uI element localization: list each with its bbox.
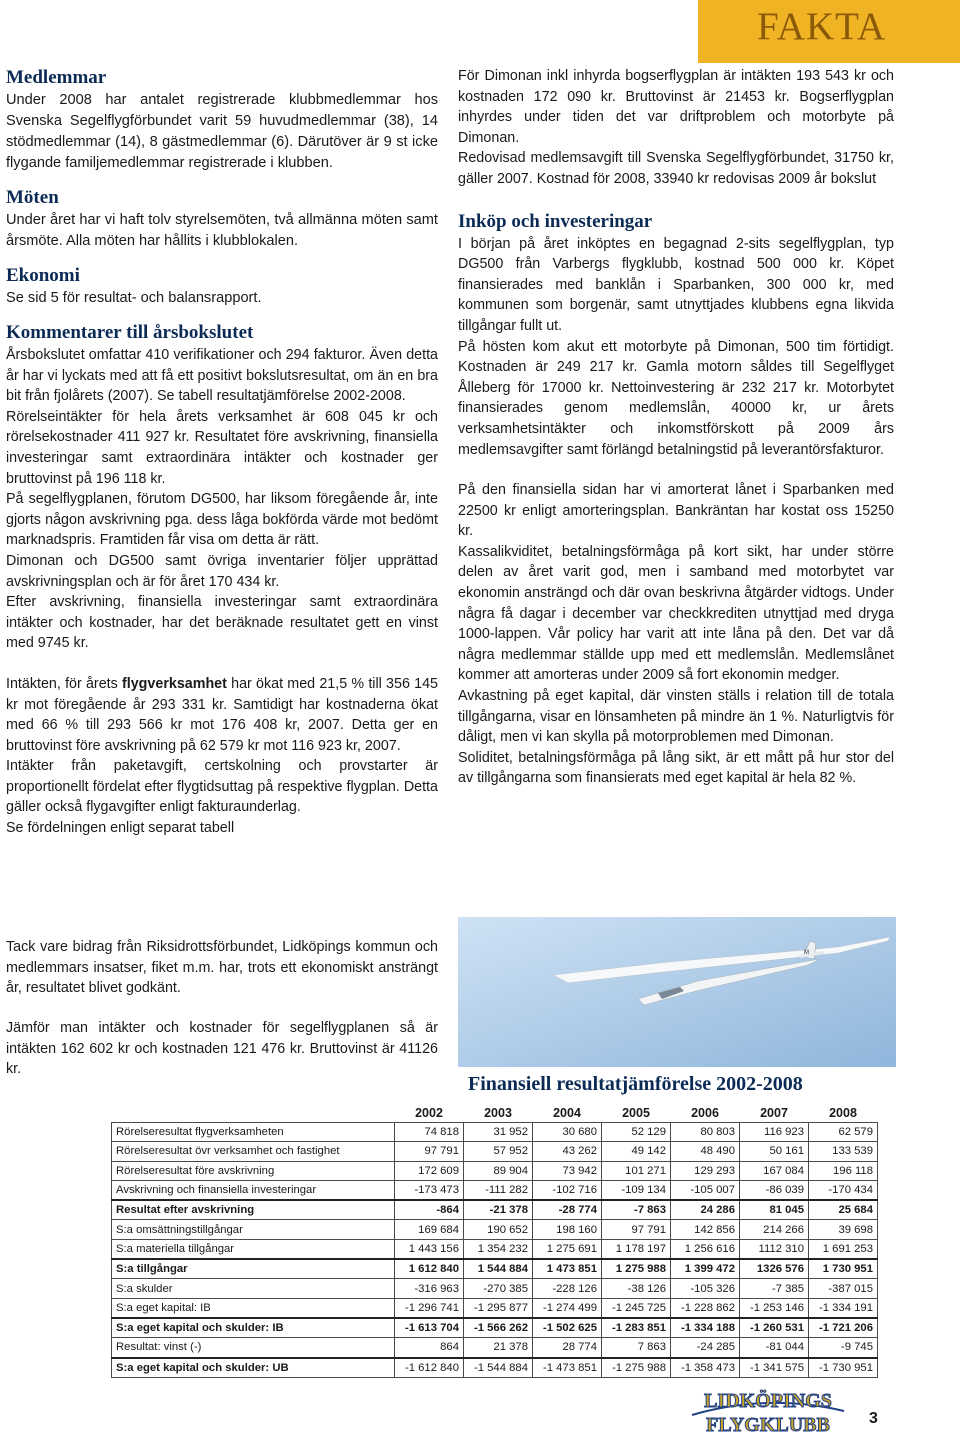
cell: 89 904 <box>464 1161 533 1180</box>
row-label: S:a tillgångar <box>112 1259 395 1279</box>
cell: 198 160 <box>533 1220 602 1239</box>
table-row <box>112 1338 878 1358</box>
inkop-p6: Soliditet, betalningsförmåga på lång sikt, är ett mått på hur stor del av tillgångarna som finansierats med eget kapital är hela 82 %. <box>458 749 894 787</box>
row-label: S:a eget kapital: IB <box>112 1298 395 1318</box>
cell: -105 007 <box>671 1180 740 1200</box>
cell: -1 275 988 <box>602 1358 671 1378</box>
row-label: Rörelseresultat före avskrivning <box>112 1161 395 1180</box>
year-header: 2002 <box>415 1106 443 1120</box>
cell: -316 963 <box>395 1279 464 1298</box>
p6-post: har ökat med 21,5 % till 356 145 kr mot föregående år 293 331 kr. Samtidigt har kostnaderna ökat med 66 % till 293 566 kr mot 176 408 kr, 2007. Detta ger en bruttovinst före avskrivning på 62 579 kr mot 116 923 kr, 2007. <box>6 675 438 754</box>
cell: -1 341 575 <box>740 1358 809 1378</box>
cell: 57 952 <box>464 1142 533 1161</box>
table-row <box>112 1142 878 1161</box>
page-number: 3 <box>869 1410 878 1427</box>
cell: -111 282 <box>464 1180 533 1200</box>
cell: 129 293 <box>671 1161 740 1180</box>
kommentarer-p7: Intäkter från paketavgift, certskolning och provstarter är proportionellt fördelat efter flygtidsuttag på respektive flygplan. Detta gäller också flygavgifter enligt fakturaunderlag. <box>6 758 438 816</box>
cell: 133 539 <box>809 1142 878 1161</box>
cell: 24 286 <box>671 1200 740 1220</box>
cell: 172 609 <box>395 1161 464 1180</box>
cell: -81 044 <box>740 1338 809 1358</box>
table-row <box>112 1358 878 1378</box>
cell: -105 326 <box>671 1279 740 1298</box>
ekonomi-text: Se sid 5 för resultat- och balansrapport. <box>6 290 262 306</box>
cell: 1112 310 <box>740 1239 809 1259</box>
cell: -1 245 725 <box>602 1298 671 1318</box>
logo-line2: FLYGKLUBB <box>706 1414 830 1436</box>
row-label: Rörelseresultat flygverksamheten <box>112 1123 395 1142</box>
cell: 49 142 <box>602 1142 671 1161</box>
glider-photo <box>458 917 896 1067</box>
cell: 21 378 <box>464 1338 533 1358</box>
cell: -1 358 473 <box>671 1358 740 1378</box>
cell: 62 579 <box>809 1123 878 1142</box>
cell: 1 443 156 <box>395 1239 464 1259</box>
cell: -1 613 704 <box>395 1318 464 1338</box>
cell: 1 544 884 <box>464 1259 533 1279</box>
cell: 28 774 <box>533 1338 602 1358</box>
cell: 167 084 <box>740 1161 809 1180</box>
cell: 142 856 <box>671 1220 740 1239</box>
cell: -1 296 741 <box>395 1298 464 1318</box>
cell: 214 266 <box>740 1220 809 1239</box>
cell: -1 295 877 <box>464 1298 533 1318</box>
cell: -1 334 191 <box>809 1298 878 1318</box>
cell: 169 684 <box>395 1220 464 1239</box>
row-label: S:a omsättningstillgångar <box>112 1220 395 1239</box>
cell: 1 473 851 <box>533 1259 602 1279</box>
cell: -1 730 951 <box>809 1358 878 1378</box>
year-header: 2003 <box>484 1106 512 1120</box>
cell: -24 285 <box>671 1338 740 1358</box>
cell: -21 378 <box>464 1200 533 1220</box>
cell: -1 566 262 <box>464 1318 533 1338</box>
table-row <box>112 1279 878 1298</box>
cell: -1 334 188 <box>671 1318 740 1338</box>
table-row <box>112 1220 878 1239</box>
cell: -387 015 <box>809 1279 878 1298</box>
cell: -1 260 531 <box>740 1318 809 1338</box>
cell: 73 942 <box>533 1161 602 1180</box>
cell: 30 680 <box>533 1123 602 1142</box>
row-label: Resultat efter avskrivning <box>112 1200 395 1220</box>
cell: 43 262 <box>533 1142 602 1161</box>
cell: 1 354 232 <box>464 1239 533 1259</box>
cell: 48 490 <box>671 1142 740 1161</box>
cell: 74 818 <box>395 1123 464 1142</box>
cell: -86 039 <box>740 1180 809 1200</box>
cell: -9 745 <box>809 1338 878 1358</box>
cell: 97 791 <box>395 1142 464 1161</box>
right-column <box>458 66 894 789</box>
row-label: Resultat: vinst (-) <box>112 1338 395 1358</box>
kommentarer-p5: Efter avskrivning, finansiella investeringar samt extraordinära intäkter och kostnader, har det beräknade resultatet gett en vinst med 9745 kr. <box>6 594 438 652</box>
table-row <box>112 1259 878 1279</box>
svg-text:M: M <box>804 950 809 956</box>
left-column <box>6 66 438 839</box>
cell: 864 <box>395 1338 464 1358</box>
fakta-label: FAKTA <box>757 5 886 48</box>
compare-text: Jämför man intäkter och kostnader för segelflygplanen så är intäkten 162 602 kr och kostnaden 121 476 kr. Bruttovinst är 41126 kr. <box>6 1020 438 1078</box>
row-label: S:a skulder <box>112 1279 395 1298</box>
row-label: S:a eget kapital och skulder: IB <box>112 1318 395 1338</box>
row-label: S:a materiella tillgångar <box>112 1239 395 1259</box>
heading-medlemmar: Medlemmar <box>6 67 107 88</box>
logo-graphic <box>688 1385 848 1437</box>
club-logo <box>688 1385 848 1437</box>
heading-inkop: Inköp och investeringar <box>458 210 653 232</box>
cell: 101 271 <box>602 1161 671 1180</box>
kommentarer-p3: På segelflygplanen, förutom DG500, har liksom föregående år, inte gjorts någon avskrivning pga. dess låga bokförda värde mot bedömt marknadspris. Framtiden får visa om detta är rätt. <box>6 491 438 549</box>
cell: 80 803 <box>671 1123 740 1142</box>
cell: -1 473 851 <box>533 1358 602 1378</box>
medlemmar-text: Under 2008 har antalet registrerade klubbmedlemmar hos Svenska Segelflygförbundet varit 59 huvudmedlemmar (38), 14 stödmedlemmar (14), 8 gästmedlemmar (6). Därutöver är 9 st icke flygande familjemedlemmar registrerade i klubben. <box>6 92 438 171</box>
cell: 190 652 <box>464 1220 533 1239</box>
cell: -1 228 862 <box>671 1298 740 1318</box>
p6-bold: flygverksamhet <box>122 675 227 692</box>
cell: 81 045 <box>740 1200 809 1220</box>
cell: -38 126 <box>602 1279 671 1298</box>
cell: 31 952 <box>464 1123 533 1142</box>
year-header: 2008 <box>829 1106 857 1120</box>
cell: 1 399 472 <box>671 1259 740 1279</box>
cell: -109 134 <box>602 1180 671 1200</box>
cell: 1 691 253 <box>809 1239 878 1259</box>
moten-text: Under året har vi haft tolv styrelsemöten, två allmänna möten samt årsmöte. Alla möten har hållits i klubblokalen. <box>6 212 438 249</box>
cell: -28 774 <box>533 1200 602 1220</box>
cell: 1 178 197 <box>602 1239 671 1259</box>
cell: -7 863 <box>602 1200 671 1220</box>
table-row <box>112 1239 878 1259</box>
thanks-text: Tack vare bidrag från Riksidrottsförbundet, Lidköpings kommun och medlemmars insatser, fiket m.m. har, trots ett ekonomiskt ansträngt år, resultatet blivet godkänt. <box>6 939 438 997</box>
table-row <box>112 1161 878 1180</box>
kommentarer-p6 <box>6 674 438 756</box>
cell: 52 129 <box>602 1123 671 1142</box>
cell: -173 473 <box>395 1180 464 1200</box>
inkop-p5: Avkastning på eget kapital, där vinsten ställs i relation till de totala tillgångarna, visar en lönsamheten på mindre än 1 %. Naturligtvis för dåligt, men vi kan skylla på motorproblemen med Dimonan. <box>458 688 894 746</box>
table-row <box>112 1318 878 1338</box>
row-label: Rörelseresultat övr verksamhet och fastighet <box>112 1142 395 1161</box>
cell: 1326 576 <box>740 1259 809 1279</box>
kommentarer-p2: Rörelseintäkter för hela årets verksamhet är 608 045 kr och rörelsekostnader 411 927 kr. Resultatet före avskrivning, finansiella investeringar samt extraordinära intäkter och kostnader ger bruttovinst på 196 118 kr. <box>6 408 438 487</box>
kommentarer-p1: Årsbokslutet omfattar 410 verifikationer och 294 fakturor. Även detta år har vi lyckats med att få ett positivt bokslutsresultat, om än en bra bit från fjolårets (2007). Se tabell resultatjämförelse 2002-2008. <box>6 347 438 405</box>
kommentarer-p4: Dimonan och DG500 samt övriga inventarier följer upprättad avskrivningsplan och är för året 170 434 kr. <box>6 552 438 590</box>
cell: 39 698 <box>809 1220 878 1239</box>
cell: -1 283 851 <box>602 1318 671 1338</box>
table-row <box>112 1180 878 1200</box>
cell: -1 253 146 <box>740 1298 809 1318</box>
row-label: S:a eget kapital och skulder: UB <box>112 1358 395 1378</box>
year-header: 2005 <box>622 1106 650 1120</box>
cell: -1 274 499 <box>533 1298 602 1318</box>
cell: -864 <box>395 1200 464 1220</box>
cell: -270 385 <box>464 1279 533 1298</box>
table-title: Finansiell resultatjämförelse 2002-2008 <box>468 1073 803 1095</box>
glider-image <box>458 917 896 1067</box>
p6-pre: Intäkten, för årets <box>6 675 122 692</box>
row-label: Avskrivning och finansiella investeringar <box>112 1180 395 1200</box>
cell: 1 730 951 <box>809 1259 878 1279</box>
cell: -1 612 840 <box>395 1358 464 1378</box>
inkop-p4: Kassalikviditet, betalningsförmåga på kort sikt, har under större delen av året varit god, men i samband med motorbytet var ekonomin ansträngd och där ovan beskrivna åtgärder vidtogs. Under några få dagar i december var checkkrediten utnyttjad med dryga 1000-lappen. Vår policy har varit att inte låna på den. Det var då några medlemmar ställde upp med ett medlemslån. Medlemslånet kommer att amorteras under 2009 så fort ekonomin medger. <box>458 543 894 684</box>
inkop-p2: På hösten kom akut ett motorbyte på Dimonan, 500 tim förtidigt. Kostnaden är 249 217 kr. Gamla motorn såldes till Segelflyget Ålleberg för 17000 kr. Nettoinvestering är 232 217 kr. Motorbytet finansierades genom medlemslån, 40000 kr, ur årets verksamhetsintäkter och inkomstförskott på 2009 års medlemsavgifter samt förlängd betalningstid på leverantörsfakturor. <box>458 338 894 458</box>
heading-kommentarer: Kommentarer till årsbokslutet <box>6 322 254 343</box>
table-header-row <box>112 1104 878 1123</box>
table-corner <box>112 1104 395 1123</box>
inkop-p3: På den finansiella sidan har vi amorterat lånet i Sparbanken med 22500 kr enligt amorteringsplan. Bankräntan har kostat oss 15250 kr. <box>458 482 894 540</box>
cell: -1 544 884 <box>464 1358 533 1378</box>
table-row <box>112 1200 878 1220</box>
year-header: 2007 <box>760 1106 788 1120</box>
heading-ekonomi: Ekonomi <box>6 265 80 286</box>
kommentarer-p8: Se fördelningen enligt separat tabell <box>6 820 235 837</box>
financial-table <box>111 1104 878 1378</box>
logo-line1: LIDKÖPINGS <box>704 1390 832 1412</box>
cell: 7 863 <box>602 1338 671 1358</box>
inkop-p1: I början på året inköptes en begagnad 2-sits segelflygplan, typ DG500 från Varbergs flygklubb, kostnad 500 000 kr. Köpet finansierades med banklån i Sparbanken, 300 000 kr, med kommunen som borgenär, samt utnyttjades klubbens egna likvida tillgångar fullt ut. <box>458 235 894 334</box>
dimonan-p1: För Dimonan inkl inhyrda bogserflygplan är intäkten 193 543 kr och kostnaden 172 090 kr. Bruttovinst är 21453 kr. Bogserflygplan inhyrdes under tiden det var driftproblem och motorbyte på Dimonan. <box>458 68 894 146</box>
cell: -228 126 <box>533 1279 602 1298</box>
cell: -170 434 <box>809 1180 878 1200</box>
fakta-tag <box>698 0 960 63</box>
table-row <box>112 1298 878 1318</box>
heading-moten: Möten <box>6 187 59 208</box>
dimonan-p2: Redovisad medlemsavgift till Svenska Segelflygförbundet, 31750 kr, gäller 2007. Kostnad för 2008, 33940 kr redovisas 2009 år bokslut <box>458 150 894 187</box>
cell: 1 256 616 <box>671 1239 740 1259</box>
cell: -1 721 206 <box>809 1318 878 1338</box>
cell: 1 275 988 <box>602 1259 671 1279</box>
cell: -1 502 625 <box>533 1318 602 1338</box>
cell: 97 791 <box>602 1220 671 1239</box>
cell: 196 118 <box>809 1161 878 1180</box>
cell: 50 161 <box>740 1142 809 1161</box>
year-header: 2006 <box>691 1106 719 1120</box>
cell: 1 612 840 <box>395 1259 464 1279</box>
cell: 25 684 <box>809 1200 878 1220</box>
cell: -102 716 <box>533 1180 602 1200</box>
cell: -7 385 <box>740 1279 809 1298</box>
table-row <box>112 1123 878 1142</box>
year-header: 2004 <box>553 1106 581 1120</box>
cell: 1 275 691 <box>533 1239 602 1259</box>
cell: 116 923 <box>740 1123 809 1142</box>
